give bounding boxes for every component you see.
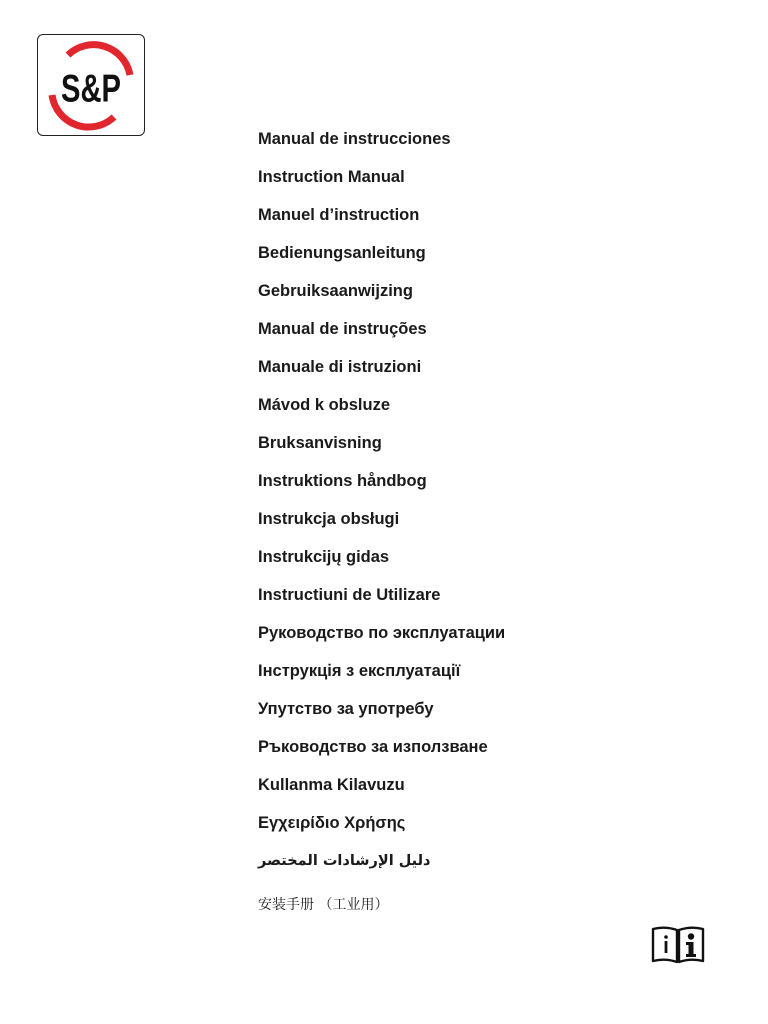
manual-title-ru: Руководство по эксплуатации [258, 624, 506, 642]
manual-title-list [258, 124, 505, 928]
brand-logo [37, 34, 145, 136]
manual-title-tr: Kullanma Kilavuzu [258, 776, 405, 794]
manual-title-zh: 安装手册 （工业用） [258, 897, 389, 913]
manual-title-de: Bedienungsanleitung [258, 244, 426, 262]
book-info-icon [651, 925, 705, 965]
sp-brand-logo-icon [38, 35, 144, 135]
manual-title-sv: Bruksanvisning [258, 434, 382, 452]
manual-title-fr: Manuel d’instruction [258, 206, 420, 224]
manual-title-uk: Інструкція з експлуатації [258, 662, 461, 680]
manual-title-es: Manual de instrucciones [258, 130, 451, 148]
logo-text: S&P [61, 66, 121, 111]
manual-title-ro: Instructiuni de Utilizare [258, 586, 441, 604]
manual-title-en: Instruction Manual [258, 168, 405, 186]
manual-title-bg: Ръководство за използване [258, 738, 488, 756]
manual-title-pl: Instrukcja obsługi [258, 510, 400, 528]
manual-title-it: Manuale di istruzioni [258, 358, 422, 376]
manual-title-pt: Manual de instruções [258, 320, 427, 338]
manual-title-da: Instruktions håndbog [258, 472, 427, 490]
manual-title-sr: Упутство за употребу [258, 700, 434, 718]
manual-title-nl: Gebruiksaanwijzing [258, 282, 413, 300]
manual-title-cs: Mávod k obsluze [258, 396, 391, 414]
manual-title-ar: دليل الإرشادات المختصر [258, 853, 431, 869]
manual-title-lt: Instrukcijų gidas [258, 548, 390, 566]
manual-title-el: Εγχειρίδιο Χρήσης [258, 814, 406, 832]
